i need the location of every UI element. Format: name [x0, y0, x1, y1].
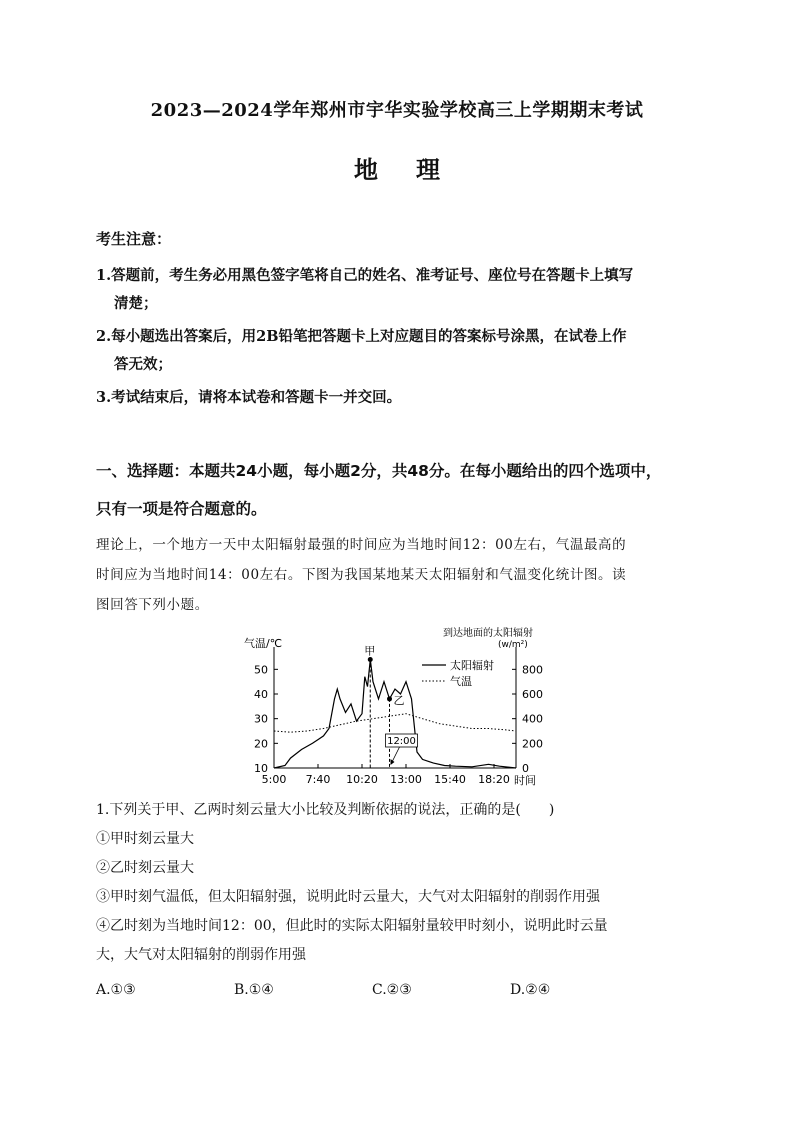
notice-item-2-line2: 答无效；	[114, 356, 172, 373]
section-heading-line1: 一、选择题：本题共24小题，每小题2分，共48分。在每小题给出的四个选项中，	[96, 462, 662, 480]
right-axis-title: 到达地面的太阳辐射	[443, 628, 533, 639]
intro-line1: 理论上，一个地方一天中太阳辐射最强的时间应为当地时间12：00左右，气温最高的	[96, 537, 627, 553]
left-tick-label: 30	[254, 712, 268, 726]
notice-item-2-line1: 2.每小题选出答案后，用2B铅笔把答题卡上对应题目的答案标号涂黑，在试卷上作	[96, 328, 627, 345]
statement-2: ②乙时刻云量大	[96, 860, 194, 876]
notice-item-2	[96, 323, 716, 379]
left-tick-label: 50	[254, 663, 268, 677]
radiation-temperature-chart	[240, 625, 560, 795]
option-d[interactable]: D.②④	[510, 982, 551, 998]
radiation-line	[274, 660, 516, 769]
x-tick-label: 7:40	[305, 773, 331, 786]
section-heading-line2: 只有一项是符合题意的。	[96, 500, 267, 518]
callout-arrow	[392, 747, 400, 763]
intro-line2: 时间应为当地时间14：00左右。下图为我国某地某天太阳辐射和气温变化统计图。读	[96, 567, 627, 583]
x-tick-label: 5:00	[261, 773, 287, 786]
marker-a-label: 甲	[364, 644, 376, 658]
notice-heading: 考生注意：	[96, 230, 172, 248]
statement-4-line1: ④乙时刻为当地时间12：00，但此时的实际太阳辐射量较甲时刻小，说明此时云量	[96, 918, 608, 934]
callout-arrowhead	[391, 759, 395, 765]
left-tick-label: 10	[254, 762, 268, 775]
notice-item-1-line1: 1.答题前，考生务必用黑色签字笔将自己的姓名、准考证号、座位号在答题卡上填写	[96, 267, 634, 284]
x-axis-label: 时间	[514, 774, 536, 787]
question-1	[96, 796, 706, 970]
marker-a-dot	[368, 657, 373, 662]
legend-radiation-label: 太阳辐射	[450, 659, 494, 672]
left-tick-label: 20	[254, 737, 268, 751]
marker-b-label: 乙	[393, 693, 405, 707]
marker-b-dot	[387, 696, 392, 701]
right-tick-label: 0	[522, 762, 529, 775]
subject-title: 地理	[354, 155, 478, 184]
question-stem: 1.下列关于甲、乙两时刻云量大小比较及判断依据的说法，正确的是( )	[96, 802, 555, 818]
right-tick-label: 600	[522, 688, 543, 701]
callout-label: 12:00	[387, 736, 416, 747]
right-axis-unit: (w/m²)	[498, 640, 528, 650]
notice-item-1	[96, 262, 716, 318]
option-c[interactable]: C.②③	[372, 982, 412, 998]
section-heading	[96, 452, 716, 528]
x-tick-label: 10:20	[346, 773, 378, 786]
left-tick-label: 40	[254, 688, 268, 701]
x-tick-label: 15:40	[434, 773, 466, 786]
statement-3: ③甲时刻气温低，但太阳辐射强，说明此时云量大，大气对太阳辐射的削弱作用强	[96, 889, 600, 905]
right-tick-label: 400	[522, 712, 543, 726]
left-axis-label: 气温/℃	[244, 637, 283, 650]
option-b[interactable]: B.①④	[234, 982, 274, 998]
question-intro	[96, 530, 706, 620]
temperature-line	[274, 714, 516, 733]
statement-4-line2: 大，大气对太阳辐射的削弱作用强	[96, 947, 306, 963]
legend-temperature-label: 气温	[450, 675, 472, 688]
notice-item-3-line1: 3.考试结束后，请将本试卷和答题卡一并交回。	[96, 389, 402, 406]
x-tick-label: 13:00	[390, 773, 422, 786]
exam-title: 2023—2024学年郑州市宇华实验学校高三上学期期末考试	[150, 100, 644, 121]
x-tick-label: 18:20	[478, 773, 510, 786]
notice-item-1-line2: 清楚；	[114, 295, 158, 312]
option-a[interactable]: A.①③	[96, 982, 136, 998]
notice-item-3	[96, 384, 716, 412]
right-tick-label: 200	[522, 737, 543, 751]
statement-1: ①甲时刻云量大	[96, 831, 194, 847]
right-tick-label: 800	[522, 663, 543, 677]
intro-line3: 图回答下列小题。	[96, 597, 209, 613]
